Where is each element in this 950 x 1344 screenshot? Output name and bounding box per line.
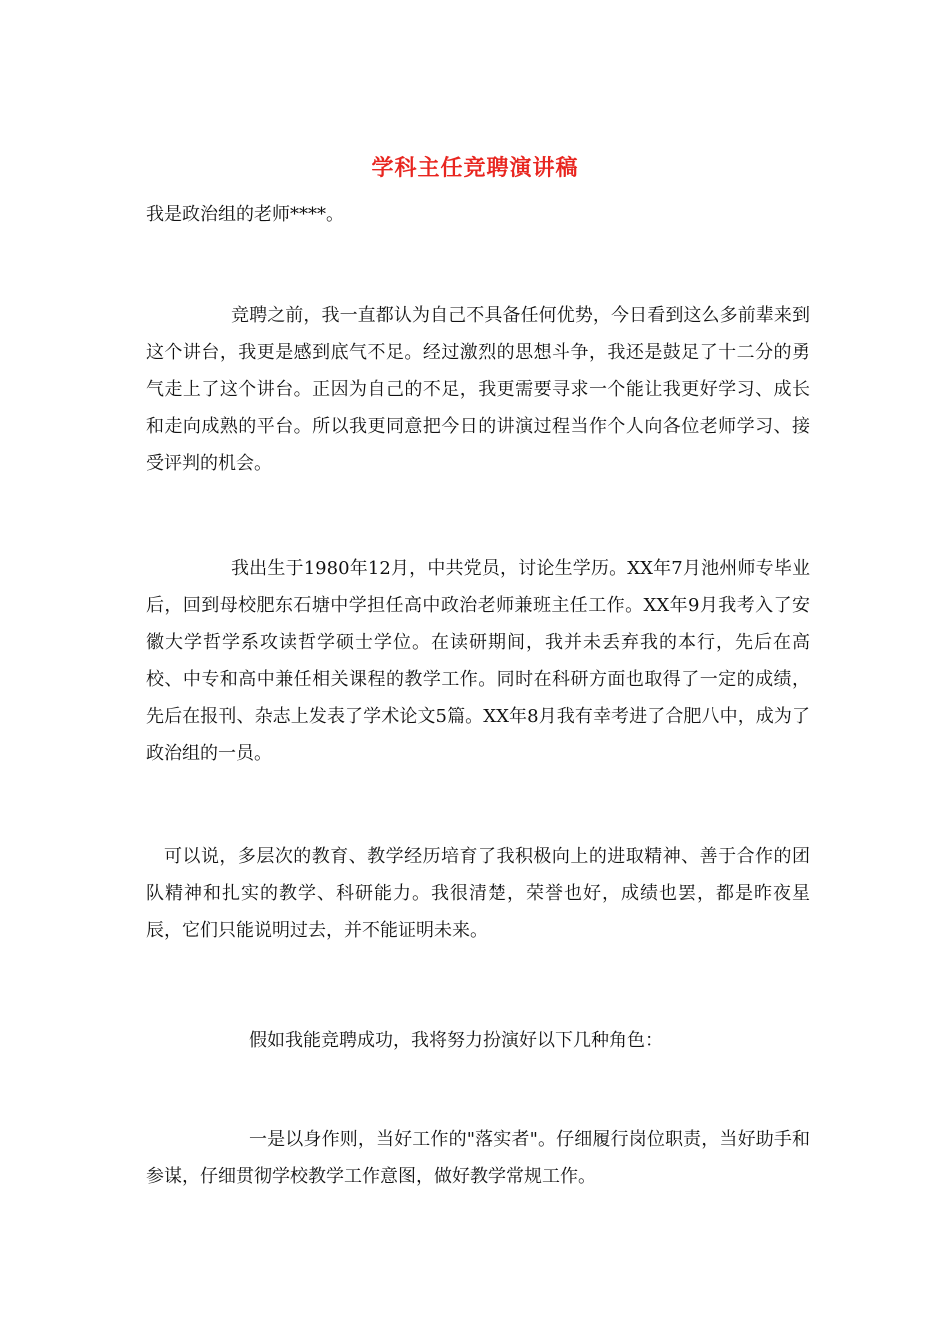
paragraph-5: 一是以身作则，当好工作的"落实者"。仔细履行岗位职责，当好助手和参谋，仔细贯彻学校教学工作意图，做好教学常规工作。	[146, 1129, 810, 1187]
paragraph-3: 可以说，多层次的教育、教学经历培育了我积极向上的进取精神、善于合作的团队精神和扎实的教学、科研能力。我很清楚，荣誉也好，成绩也罢，都是昨夜星辰，它们只能说明过去，并不能证明未来。	[146, 846, 810, 941]
paragraph-1: 竞聘之前，我一直都认为自己不具备任何优势，今日看到这么多前辈来到这个讲台，我更是感到底气不足。经过激烈的思想斗争，我还是鼓足了十二分的勇气走上了这个讲台。正因为自己的不足，我更需要寻求一个能让我更好学习、成长和走向成熟的平台。所以我更同意把今日的讲演过程当作个人向各位老师学习、接受评判的机会。	[146, 305, 810, 474]
document-title: 学科主任竞聘演讲稿	[371, 155, 579, 181]
paragraph-4: 假如我能竞聘成功，我将努力扮演好以下几种角色：	[249, 1030, 663, 1051]
paragraph-intro: 我是政治组的老师****。	[146, 204, 344, 225]
paragraph-2: 我出生于1980年12月，中共党员，讨论生学历。XX年7月池州师专毕业后，回到母校肥东石塘中学担任高中政治老师兼班主任工作。XX年9月我考入了安徽大学哲学系攻读哲学硕士学位。在读研期间，我并未丢弃我的本行，先后在高校、中专和高中兼任相关课程的教学工作。同时在科研方面也取得了一定的成绩，先后在报刊、杂志上发表了学术论文5篇。XX年8月我有幸考进了合肥八中，成为了政治组的一员。	[146, 558, 810, 764]
